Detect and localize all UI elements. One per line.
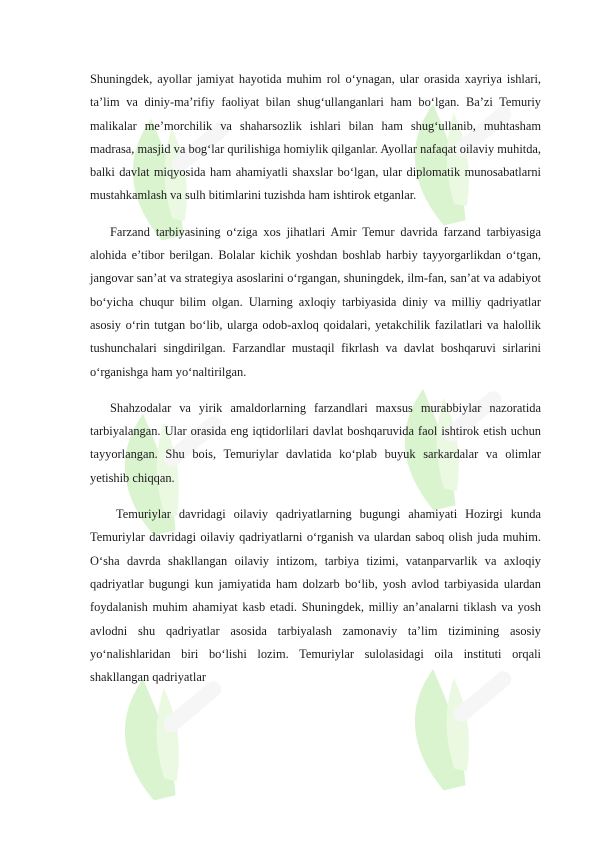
paragraph: Farzand tarbiyasining o‘ziga xos jihatlari Amir Temur davrida farzand tarbiyasiga alohida e’tibor berilgan. Bolalar kichik yoshdan boshlab harbiy tayyorgarlikdan o‘tgan, jangovar san’at va strategiya asoslarini o‘rgangan, shuningdek, ilm-fan, san’at va adabiyot bo‘yicha chuqur bilim olgan. Ularning axloqiy tarbiyasida diniy va milliy qadriyatlar asosiy o‘rin tutgan bo‘lib, ularga odob-axloq qoidalari, yetakchilik fazilatlari va halollik tushunchalari singdirilgan. Farzandlar mustaqil fikrlash va davlat boshqaruvi sirlarini o‘rganishga ham yo‘naltirilgan.: [90, 224, 541, 379]
document-body: [90, 68, 541, 689]
paragraph: Shuningdek, ayollar jamiyat hayotida muhim rol o‘ynagan, ular orasida xayriya ishlari, ta’lim va diniy-ma’rifiy faoliyat bilan shug‘ullanganlari ham bo‘lgan. Ba’zi Temuriy malikalar me’morchilik va shaharsozlik ishlari bilan ham shug‘ullanib, muhtasham madrasa, masjid va bog‘lar qurilishiga homiylik qilganlar. Ayollar nafaqat oilaviy muhitda, balki davlat miqyosida ham ahamiyatli shaxslar bo‘lgan, ular diplomatik munosabatlarni mustahkamlash va sulh bitimlarini tuzishda ham ishtirok etganlar.: [90, 72, 541, 203]
paragraph: Shahzodalar va yirik amaldorlarning farzandlari maxsus murabbiylar nazoratida tarbiyalangan. Ular orasida eng iqtidorlilari davlat boshqaruvida faol ishtirok etish uchun tayyorlangan. Shu bois, Temuriylar davlatida ko‘plab buyuk sarkardalar va olimlar yetishib chiqqan.: [90, 400, 541, 485]
paragraph: Temuriylar davridagi oilaviy qadriyatlarning bugungi ahamiyati Hozirgi kunda Temuriylar davridagi oilaviy qadriyatlarni o‘rganish va ulardan saboq olish juda muhim. O‘sha davrda shakllangan oilaviy intizom, tarbiya tizimi, vatanparvarlik va axloqiy qadriyatlar bugungi kun jamiyatida ham dolzarb bo‘lib, yosh avlod tarbiyasida ulardan foydalanish muhim ahamiyat kasb etadi. Shuningdek, milliy an’analarni tiklash va yosh avlodni shu qadriyatlar asosida tarbiyalash zamonaviy ta’lim tizimining asosiy yo‘nalishlaridan biri bo‘lishi lozim. Temuriylar sulolasidagi oila instituti orqali shakllangan qadriyatlar: [90, 507, 541, 685]
